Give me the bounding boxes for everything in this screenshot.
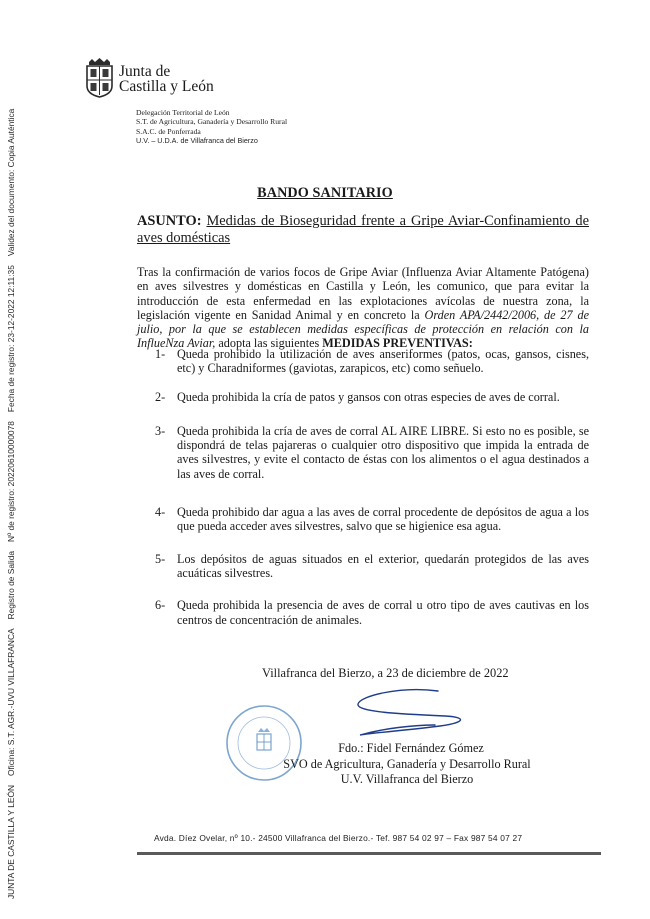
list-item (155, 390, 589, 404)
intro-regulation: Orden APA/2442/2006, de 27 de julio, por la que se establecen medidas específicas de protección en relación con la InflueNza Aviar, (137, 307, 589, 351)
dept-line: Delegación Territorial de León (136, 108, 230, 117)
subject (137, 213, 589, 247)
stamp-entity: JUNTA DE CASTILLA Y LEÓN (6, 784, 16, 899)
signature-block (282, 741, 532, 788)
signer-name: Fdo.: Fidel Fernández Gómez (338, 741, 484, 755)
footer-divider (137, 852, 601, 855)
dept-line: S.T. de Agricultura, Ganadería y Desarrollo Rural (136, 117, 288, 127)
measures-list (155, 347, 589, 641)
signer-role: SVO de Agricultura, Ganadería y Desarrollo Rural (283, 756, 531, 771)
item-number: 2- (155, 389, 166, 404)
item-text: Queda prohibida la cría de patos y gansos con otras especies de aves de corral. (177, 389, 560, 404)
item-text: Queda prohibido la utilización de aves anseriformes (patos, ocas, gansos, cisnes, etc) y Charadniformes (gaviotas, zarapicos, etc) como señuelo. (177, 347, 589, 376)
intro-heading: MEDIDAS PREVENTIVAS: (322, 336, 473, 351)
registration-stamp (6, 39, 16, 899)
letterhead-logo (84, 58, 214, 98)
dept-line: U.V. – U.D.A. de Villafranca del Bierzo (136, 135, 258, 145)
intro-paragraph (137, 265, 589, 351)
brand-line-2: Castilla y León (119, 78, 214, 95)
item-text: Queda prohibida la cría de aves de corral AL AIRE LIBRE. Si esto no es posible, se dispondrá de telas pajareras o cualquier otro dispositivo que impida la entrada de aves silvestres, y evite el contacto de éstas con los alimentos o el agua destinados a las aves de corral. (177, 423, 589, 481)
subject-label: ASUNTO: (137, 213, 202, 229)
handwritten-signature-icon (340, 688, 480, 738)
list-item (155, 598, 589, 627)
subject-text: Medidas de Bioseguridad frente a Gripe Aviar-Confinamiento de aves domésticas (137, 213, 589, 246)
list-item (155, 505, 589, 534)
stamp-register-date: Fecha de registro: 23-12-2022 12:11:35 (6, 265, 16, 413)
intro-part1: Tras la confirmación de varios focos de Gripe Aviar (Influenza Aviar Altamente Patógena) en aves silvestres y domésticas en Castilla y León, les comunico, que para evitar la introducción de esta enfermedad en las explotaciones avícolas de nuestra zona, la legislación vigente en Sanidad Animal y en concreto la (137, 265, 589, 322)
list-item (155, 424, 589, 481)
department-block (136, 108, 287, 145)
list-item (155, 552, 589, 581)
brand-name (119, 64, 214, 94)
item-number: 4- (155, 505, 166, 520)
footer-address: Avda. Díez Ovelar, nº 10.- 24500 Villafranca del Bierzo.- Tef. 987 54 02 97 – Fax 987 54 07 27 (154, 833, 523, 843)
item-text: Queda prohibida la presencia de aves de corral u otro tipo de aves cautivas en los centros de concentración de animales. (177, 598, 589, 627)
item-text: Los depósitos de aguas situados en el exterior, quedarán protegidos de las aves acuáticas silvestres. (177, 551, 589, 580)
stamp-validity: Validez del documento: Copia Auténtica (6, 108, 16, 257)
list-item (155, 347, 589, 376)
item-text: Queda prohibido dar agua a las aves de corral procedente de depósitos de agua a los que pueda acceder aves silvestres, salvo que se higienice esa agua. (177, 505, 589, 534)
brand-line-1: Junta de (119, 63, 171, 80)
stamp-register: Registro de Salida (6, 550, 16, 620)
signer-unit: U.V. Villafranca del Bierzo (340, 772, 474, 786)
stamp-register-number: Nº de registro: 20220610000078 (6, 421, 16, 542)
stamp-office: Oficina: S.T. AGR.-UVU VILLAFRANCA (6, 628, 16, 776)
item-number: 6- (155, 598, 166, 613)
intro-part2: adopta las siguientes (215, 336, 323, 351)
item-number: 1- (155, 347, 166, 361)
document-title: BANDO SANITARIO (257, 185, 393, 201)
place-and-date: Villafranca del Bierzo, a 23 de diciembre de 2022 (262, 666, 509, 680)
item-number: 5- (155, 551, 166, 566)
dept-line: S.A.C. de Ponferrada (136, 126, 201, 136)
coat-of-arms-icon (84, 58, 115, 98)
item-number: 3- (155, 423, 166, 438)
